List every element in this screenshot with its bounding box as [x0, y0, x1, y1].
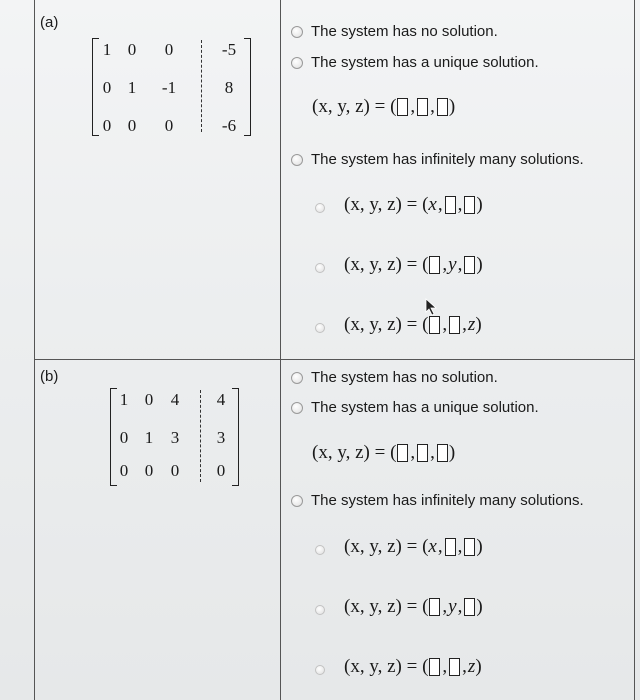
matrix-entry: 8 — [224, 78, 234, 97]
part-b-radio-param-z[interactable] — [315, 665, 325, 675]
matrix-entry: 0 — [170, 461, 180, 480]
expression-lhs: (x, y, z) = — [344, 656, 418, 677]
part-b-param-x-expression: (x, y, z) = ( x , , ) — [344, 536, 483, 557]
answer-box-z[interactable] — [437, 444, 448, 462]
expression-lhs: (x, y, z) = — [344, 314, 418, 335]
expression-lhs: (x, y, z) = — [344, 194, 418, 215]
answer-box-x[interactable] — [397, 444, 408, 462]
part-b-param-y-expression: (x, y, z) = ( , y , ) — [344, 596, 483, 617]
part-b-option-unique-solution[interactable]: The system has a unique solution. — [311, 399, 539, 416]
part-a-radio-unique-solution[interactable] — [291, 57, 303, 69]
part-a-radio-param-z[interactable] — [315, 323, 325, 333]
matrix-entry: -5 — [221, 40, 237, 59]
answer-box-x[interactable] — [429, 316, 440, 334]
matrix-entry: 0 — [102, 78, 112, 97]
answer-box-x[interactable] — [429, 658, 440, 676]
expression-lhs: (x, y, z) = — [312, 96, 386, 117]
variable-z: z — [467, 656, 476, 677]
part-a-radio-infinite-solutions[interactable] — [291, 154, 303, 166]
answer-box-y[interactable] — [445, 538, 456, 556]
matrix-entry: 0 — [127, 40, 137, 59]
part-a-radio-param-y[interactable] — [315, 263, 325, 273]
mouse-cursor-icon — [424, 298, 438, 316]
part-b-radio-no-solution[interactable] — [291, 372, 303, 384]
matrix-entry: 1 — [119, 390, 129, 409]
matrix-entry: 1 — [127, 78, 137, 97]
part-b-unique-solution-expression: (x, y, z) = ( , , ) — [312, 442, 456, 463]
matrix-augment-line — [201, 40, 202, 132]
part-a-radio-no-solution[interactable] — [291, 26, 303, 38]
answer-box-x[interactable] — [429, 256, 440, 274]
answer-box-y[interactable] — [417, 98, 428, 116]
table-row-divider — [34, 359, 635, 360]
part-b-radio-param-y[interactable] — [315, 605, 325, 615]
table-border-left — [34, 0, 35, 700]
part-a-param-x-expression: (x, y, z) = ( x , , ) — [344, 194, 483, 215]
part-b-label: (b) — [40, 368, 59, 385]
variable-z: z — [467, 314, 476, 335]
answer-box-z[interactable] — [464, 196, 475, 214]
matrix-entry: 1 — [102, 40, 112, 59]
part-a-option-infinite-solutions[interactable]: The system has infinitely many solutions. — [311, 151, 584, 168]
answer-box-z[interactable] — [464, 538, 475, 556]
part-a-unique-solution-expression: (x, y, z) = ( , , ) — [312, 96, 456, 117]
answer-box-z[interactable] — [437, 98, 448, 116]
matrix-entry: 1 — [144, 428, 154, 447]
table-border-right — [634, 0, 635, 700]
matrix-entry: -1 — [161, 78, 177, 97]
part-b-param-z-expression: (x, y, z) = ( , , z ) — [344, 656, 482, 677]
part-b-option-infinite-solutions[interactable]: The system has infinitely many solutions. — [311, 492, 584, 509]
variable-x: x — [428, 536, 437, 557]
variable-x: x — [428, 194, 437, 215]
part-a-radio-param-x[interactable] — [315, 203, 325, 213]
part-a-label: (a) — [40, 14, 59, 31]
matrix-entry: 4 — [170, 390, 180, 409]
part-a-param-y-expression: (x, y, z) = ( , y , ) — [344, 254, 483, 275]
part-a-param-z-expression: (x, y, z) = ( , , z ) — [344, 314, 482, 335]
expression-lhs: (x, y, z) = — [312, 442, 386, 463]
matrix-entry: 0 — [164, 40, 174, 59]
matrix-entry: 0 — [144, 461, 154, 480]
matrix-entry: 0 — [102, 116, 112, 135]
answer-box-z[interactable] — [464, 256, 475, 274]
matrix-right-bracket — [244, 38, 251, 136]
answer-box-z[interactable] — [464, 598, 475, 616]
variable-y: y — [448, 596, 457, 617]
matrix-entry: 0 — [119, 461, 129, 480]
expression-lhs: (x, y, z) = — [344, 254, 418, 275]
part-a-option-unique-solution[interactable]: The system has a unique solution. — [311, 54, 539, 71]
answer-box-y[interactable] — [449, 316, 460, 334]
matrix-entry: 0 — [216, 461, 226, 480]
answer-box-y[interactable] — [417, 444, 428, 462]
part-a-option-no-solution[interactable]: The system has no solution. — [311, 23, 498, 40]
part-b-radio-infinite-solutions[interactable] — [291, 495, 303, 507]
part-b-radio-param-x[interactable] — [315, 545, 325, 555]
expression-lhs: (x, y, z) = — [344, 596, 418, 617]
expression-lhs: (x, y, z) = — [344, 536, 418, 557]
matrix-entry: 3 — [170, 428, 180, 447]
answer-box-x[interactable] — [397, 98, 408, 116]
answer-box-x[interactable] — [429, 598, 440, 616]
matrix-entry: -6 — [221, 116, 237, 135]
part-b-radio-unique-solution[interactable] — [291, 402, 303, 414]
matrix-entry: 4 — [216, 390, 226, 409]
answer-box-y[interactable] — [445, 196, 456, 214]
answer-box-y[interactable] — [449, 658, 460, 676]
table-divider-middle — [280, 0, 281, 700]
matrix-entry: 0 — [144, 390, 154, 409]
matrix-entry: 0 — [119, 428, 129, 447]
matrix-augment-line — [200, 390, 201, 482]
matrix-entry: 0 — [164, 116, 174, 135]
variable-y: y — [448, 254, 457, 275]
matrix-entry: 0 — [127, 116, 137, 135]
matrix-entry: 3 — [216, 428, 226, 447]
part-b-option-no-solution[interactable]: The system has no solution. — [311, 369, 498, 386]
